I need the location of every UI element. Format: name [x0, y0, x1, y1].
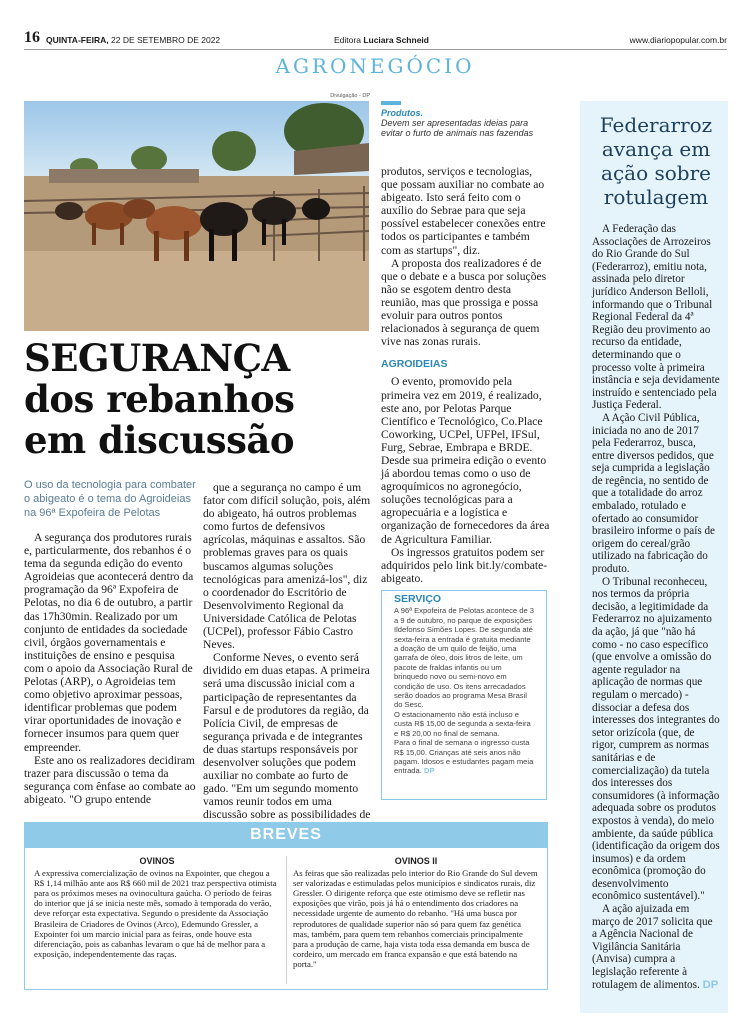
header-rule	[24, 49, 727, 50]
agroideias-subtitle: AGROIDEIAS	[381, 358, 448, 371]
article-column-3: produtos, serviços e tecnologias, que possam auxiliar no combate ao abigeato. Isto será feito com o auxílio do Sebrae para que seja possível estabelecer conexões entre todos os participantes e também com as startups", diz. A proposta dos realizadores é de que o debate e a busca por soluções não se esgotem dentro desta reunião, mas que prossiga e possa evoluir para outros pontos relacionados à segurança de quem vive nas zonas rurais. AGROIDEIAS O evento, promovido pela primeira vez em 2019, é realizado, este ano, por Pelotas Parque Científico e Tecnológico, Co.Place Coworking, UCPel, UFPel, IFSul, Furg, Sebrae, Embrapa e BRDE. Desde sua primeira edição o evento já abordou temas como o uso de agroquímicos no agronegócio, soluções tecnológicas para a agropecuária e a logística e organização de fornecedores da área de Agricultura Familiar. Os ingressos gratuitos podem ser adquiridos pelo link bit.ly/combate-abigeato.	[381, 165, 550, 585]
caption-text: Devem ser apresentadas ideias para evitar o furto de animais nas fazendas	[381, 118, 534, 138]
breve-item: OVINOS II As feiras que são realizadas pelo interior do Rio Grande do Sul devem ser valorizadas e estimuladas pelos municípios e sindicatos rurais, diz Gressler. O dirigente reforça que este otimismo deve se refletir nas exposições que virão, pois já há o entendimento dos criadores na necessidade urgente de aumento do rebanho. "Há uma busca por reprodutores de qualidade superior não só para quem faz genética mas, também, para quem tem rebanhos comerciais principalmente para a produção de carne, haja vista toda essa demanda em busca de cordeiro, um mercado em franca expansão e que está batendo na porta."	[293, 856, 538, 969]
site-url[interactable]: www.diariopopular.com.br	[629, 35, 727, 45]
breves-divider	[286, 856, 287, 984]
dp-tag: DP	[702, 978, 719, 991]
dp-tag: DP	[424, 766, 435, 776]
editor-credit: Editora Luciara Schneid	[334, 35, 429, 45]
breves-header: BREVES	[24, 822, 548, 848]
section-title: AGRONEGÓCIO	[275, 54, 475, 78]
page-header	[24, 29, 727, 49]
sidebar-federarroz	[580, 101, 728, 1013]
edition-date: QUINTA-FEIRA, 22 DE SETEMBRO DE 2022	[46, 35, 221, 45]
breve-item: OVINOS A expressiva comercialização de ovinos na Expointer, que chegou a R$ 1,14 milhão ante aos R$ 660 mil de 2021 traz perspectiva otimista para os próximos meses na ovinocultura gaúcha. O período de feiras do interior que já se inicia neste mês, somado à temporada do verão, deve reforçar esta expectativa. Segundo o presidente da Associação Brasileira de Criadores de Ovinos (Arco), Edemundo Gressler, a Expointer foi um marcio inicial para as feiras, onde houve esta diferenciação, pois as cabanhas levaram o que há de melhor para a exposição, independentemente das raças.	[34, 856, 280, 959]
headline: SEGURANÇA dos rebanhos em discussão	[24, 336, 295, 462]
breves-box	[24, 848, 548, 990]
servico-box: SERVIÇO A 96ª Expofeira de Pelotas acontece de 3 a 9 de outubro, no parque de exposições Ildefonso Simões Lopes. De segunda até sexta-feira a entrada é gratuita mediante a doação de um quilo de feijão, uma garrafa de óleo, dois litros de leite, um pacote de fraldas infantis ou um brinquedo novo ou semi-novo em condição de uso. Os itens arrecadados serão doados ao programa Mesa Brasil do Sesc. O estacionamento não está incluso e custa R$ 15,00 de segunda a sexta-feira e R$ 20,00 no final de semana. Para o final de semana o ingresso custa R$ 15,00. Crianças até seis anos não pagam. Idosos e estudantes pagam meia entrada. DP	[381, 590, 547, 800]
sidebar-body: A Federação das Associações de Arrozeiros do Rio Grande do Sul (Federarroz), emitiu nota, assinada pelo diretor jurídico Anderson Belloli, informando que o Tribunal Regional Federal da 4ª Região deu provimento ao recurso da entidade, determinando que o processo volte à primeira instância e seja devidamente instruído e sentenciado pela Justiça Federal. A Ação Civil Pública, iniciada no ano de 2017 pela Federarroz, busca, entre diversos pedidos, que seja cumprida a legislação de regência, no sentido de que a totalidade do arroz embalado, rotulado e ofertado ao consumidor brasileiro informe o país de origem do cereal/grão utilizado na fabricação do produto. O Tribunal reconheceu, nos termos da própria decisão, a legitimidade da Federarroz no ajuizamento da ação, já que "não há como - no caso específico (que envolve a omissão do agente regulador na aplicação de normas que regulam o mercado) - dissociar a defesa dos interesses dos integrantes do setor orizícola (que, de rigor, cumprem as normas sanitárias e de comercialização) da tutela dos interesses dos consumidores (à informação adequada sobre os produtos expostos à venda), do meio ambiente, da saúde pública (identificação da origem dos insumos) e da ordem econômica (promoção do desenvolvimento econômico sustentável)." A ação ajuizada em março de 2017 solicita que a Agência Nacional de Vigilância Sanitária (Anvisa) cumpra a legislação referente à rotulagem de alimentos. DP	[592, 223, 720, 991]
subheadline: O uso da tecnologia para combater o abigeato é o tema do Agroideias na 96ª Expofeira de Pelotas	[24, 479, 196, 519]
article-column-2: que a segurança no campo é um fator com difícil solução, pois, além do abigeato, há outros problemas como furtos de defensivos agrícolas, máquinas e assaltos. São problemas graves para os quais buscamos algumas soluções tecnológicas para amenizá-los", diz o coordenador do Escritório de Desenvolvimento Regional da Universidade Católica de Pelotas (UCPel), professor Fábio Castro Neves. Conforme Neves, o evento será dividido em duas etapas. A primeira será uma discussão inicial com a participação de representantes da Farsul e de produtores da região, da Polícia Civil, de empresas de segurança privada e de integrantes de duas startups responsáveis por desenvolver soluções que podem auxiliar no combate ao furto de gado. "Em um segundo momento vamos reunir todos em uma discussão sobre as possibilidades de	[203, 481, 371, 822]
cattle-photo	[24, 101, 369, 331]
sidebar-title: Federarroz avança em ação sobre rotulagem	[599, 113, 713, 209]
breve-title: OVINOS II	[394, 856, 438, 866]
photo-caption	[381, 108, 551, 138]
caption-accent	[381, 101, 401, 105]
page-number: 16	[24, 29, 40, 46]
caption-label: Produtos.	[381, 108, 423, 118]
servico-title: SERVIÇO	[394, 593, 442, 605]
breve-title: OVINOS	[139, 856, 175, 866]
article-column-1: A segurança dos produtores rurais e, particularmente, dos rebanhos é o tema da segunda edição do evento Agroideias que acontecerá dentro da programação da 96ª Expofeira de Pelotas, no dia 6 de outubro, a partir das 17h30min. Realizado por um conjunto de entidades da sociedade civil, órgãos governamentais e instituições de ensino e pesquisa com o apoio da Associação Rural de Pelotas (ARP), o Agroideias tem como objetivo aproximar pessoas, identificar problemas que podem virar oportunidades de inovação e fornecer insumos para quem quer empreender. Este ano os realizadores decidiram trazer para discussão o tema da segurança com ênfase ao combate ao abigeato. "O grupo entende	[24, 531, 196, 806]
photo-credit: Divulgação - DP	[330, 93, 370, 99]
